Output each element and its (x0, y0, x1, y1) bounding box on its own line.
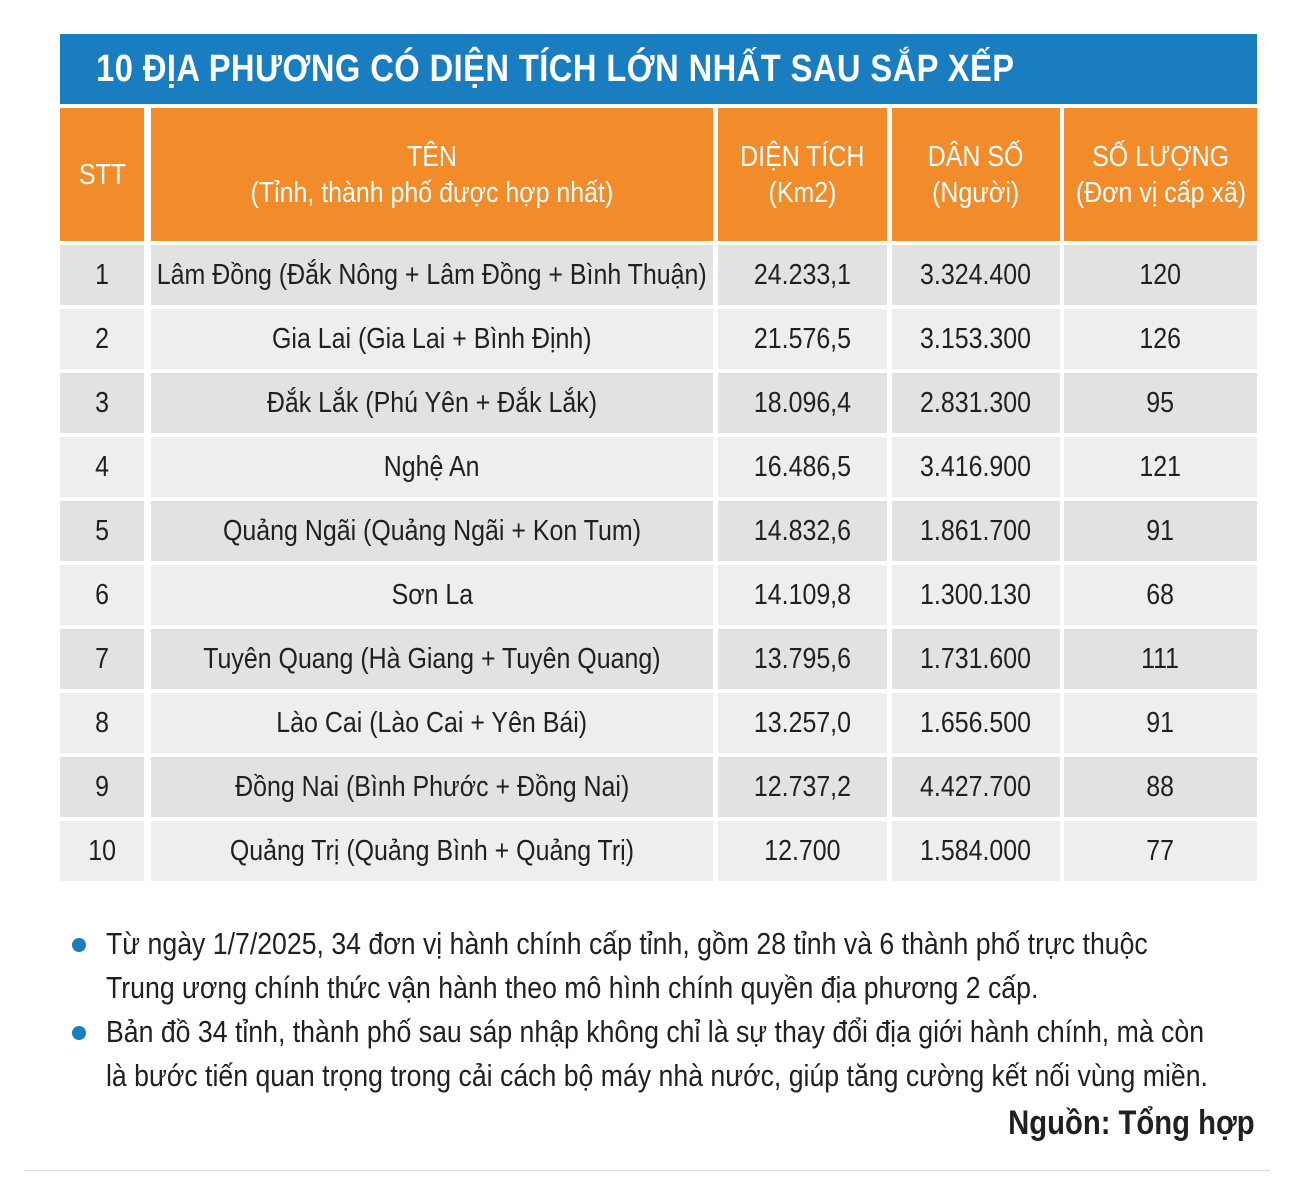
cell-name-text: Gia Lai (Gia Lai + Bình Định) (272, 322, 592, 355)
cell-count-text: 126 (1139, 322, 1182, 355)
cell-name-text: Lào Cai (Lào Cai + Yên Bái) (276, 706, 588, 739)
cell-area-text: 24.233,1 (753, 258, 852, 291)
cell-stt-text: 9 (95, 770, 109, 803)
table-row (60, 821, 1257, 881)
header-area (718, 108, 887, 241)
table-row (60, 757, 1257, 817)
cell-population-text: 3.416.900 (920, 450, 1032, 483)
header-area-title: DIỆN TÍCH (740, 140, 865, 173)
cell-population-text: 1.861.700 (920, 514, 1032, 547)
note-1-line-1: Từ ngày 1/7/2025, 34 đơn vị hành chính cấp tỉnh, gồm 28 tỉnh và 6 thành phố trực thuộc (106, 926, 1148, 961)
cell-population-text: 3.153.300 (920, 322, 1032, 355)
cell-stt (60, 629, 144, 689)
cell-population (892, 245, 1060, 305)
cell-area-text: 14.109,8 (753, 578, 852, 611)
cell-population-text: 1.584.000 (920, 834, 1032, 867)
cell-area (718, 373, 887, 433)
cell-population (892, 821, 1060, 881)
data-table (60, 104, 1257, 881)
cell-count (1064, 437, 1257, 497)
note-item (70, 922, 1270, 1010)
cell-area-text: 13.257,0 (753, 706, 852, 739)
cell-area (718, 501, 887, 561)
cell-name-text: Sơn La (391, 578, 473, 611)
cell-stt (60, 245, 144, 305)
cell-population-text: 1.656.500 (920, 706, 1032, 739)
header-count-unit: (Đơn vị cấp xã) (1075, 176, 1246, 209)
cell-area (718, 245, 887, 305)
note-2-line-1: Bản đồ 34 tỉnh, thành phố sau sáp nhập không chỉ là sự thay đổi địa giới hành chính, mà còn (106, 1014, 1205, 1049)
cell-population-text: 2.831.300 (920, 386, 1032, 419)
header-count (1064, 108, 1257, 241)
cell-name (151, 821, 713, 881)
cell-area (718, 309, 887, 369)
cell-population (892, 629, 1060, 689)
header-name (151, 108, 713, 241)
cell-stt (60, 821, 144, 881)
cell-count-text: 111 (1141, 642, 1180, 675)
cell-population (892, 373, 1060, 433)
cell-stt (60, 309, 144, 369)
cell-area-text: 21.576,5 (753, 322, 852, 355)
cell-name-text: Nghệ An (384, 450, 480, 483)
cell-stt (60, 501, 144, 561)
cell-stt (60, 693, 144, 753)
cell-name (151, 629, 713, 689)
cell-population-text: 1.300.130 (920, 578, 1032, 611)
table-body (60, 245, 1257, 881)
cell-population (892, 309, 1060, 369)
cell-name (151, 693, 713, 753)
cell-area (718, 757, 887, 817)
table-row (60, 565, 1257, 625)
cell-count-text: 91 (1146, 706, 1175, 739)
cell-stt-text: 3 (95, 386, 109, 419)
cell-area-text: 13.795,6 (753, 642, 852, 675)
cell-population-text: 1.731.600 (920, 642, 1032, 675)
cell-population (892, 693, 1060, 753)
cell-count-text: 91 (1146, 514, 1175, 547)
cell-name-text: Quảng Ngãi (Quảng Ngãi + Kon Tum) (223, 514, 641, 547)
cell-population-text: 3.324.400 (920, 258, 1032, 291)
cell-count-text: 68 (1146, 578, 1175, 611)
header-population-title: DÂN SỐ (928, 140, 1024, 173)
cell-area-text: 12.737,2 (753, 770, 852, 803)
table-row (60, 693, 1257, 753)
cell-stt-text: 5 (95, 514, 109, 547)
cell-stt (60, 437, 144, 497)
cell-population (892, 501, 1060, 561)
header-population-unit: (Người) (932, 176, 1020, 209)
cell-area-text: 16.486,5 (753, 450, 852, 483)
header-name-subtitle: (Tỉnh, thành phố được hợp nhất) (250, 176, 614, 209)
cell-name-text: Quảng Trị (Quảng Bình + Quảng Trị) (229, 834, 635, 867)
cell-area (718, 437, 887, 497)
cell-stt-text: 4 (95, 450, 109, 483)
cell-count (1064, 629, 1257, 689)
cell-name (151, 757, 713, 817)
cell-area (718, 629, 887, 689)
cell-stt-text: 7 (95, 642, 109, 675)
cell-stt-text: 2 (95, 322, 109, 355)
cell-area-text: 14.832,6 (753, 514, 852, 547)
cell-count (1064, 821, 1257, 881)
bullet-icon (72, 938, 86, 952)
cell-name-text: Tuyên Quang (Hà Giang + Tuyên Quang) (203, 642, 661, 675)
header-population (892, 108, 1060, 241)
cell-population (892, 565, 1060, 625)
cell-count-text: 88 (1146, 770, 1175, 803)
table-row (60, 437, 1257, 497)
bullet-icon (72, 1026, 86, 1040)
table-row (60, 501, 1257, 561)
table-title-bar (60, 34, 1257, 104)
cell-area (718, 565, 887, 625)
table-row (60, 373, 1257, 433)
header-area-unit: (Km2) (768, 176, 837, 209)
cell-count (1064, 501, 1257, 561)
cell-name (151, 373, 713, 433)
source-credit: Nguồn: Tổng hợp (1008, 1104, 1255, 1142)
cell-count-text: 121 (1139, 450, 1182, 483)
cell-count-text: 77 (1146, 834, 1175, 867)
cell-stt (60, 565, 144, 625)
cell-count (1064, 565, 1257, 625)
cell-area (718, 693, 887, 753)
note-2-line-2: là bước tiến quan trọng trong cải cách bộ máy nhà nước, giúp tăng cường kết nối vùng miền. (106, 1058, 1208, 1093)
cell-name (151, 565, 713, 625)
cell-name (151, 437, 713, 497)
cell-stt (60, 373, 144, 433)
table-header-row (60, 104, 1257, 241)
notes (70, 922, 1270, 1098)
cell-name-text: Lâm Đồng (Đắk Nông + Lâm Đồng + Bình Thuận) (157, 258, 707, 291)
cell-stt-text: 1 (95, 258, 109, 291)
cell-name-text: Đắk Lắk (Phú Yên + Đắk Lắk) (266, 386, 598, 419)
cell-area (718, 821, 887, 881)
note-1-line-2: Trung ương chính thức vận hành theo mô hình chính quyền địa phương 2 cấp. (106, 970, 1039, 1005)
cell-name (151, 245, 713, 305)
cell-population (892, 757, 1060, 817)
table-row (60, 309, 1257, 369)
cell-stt-text: 8 (95, 706, 109, 739)
table-title: 10 ĐỊA PHƯƠNG CÓ DIỆN TÍCH LỚN NHẤT SAU SẮP XẾP (96, 47, 1015, 90)
header-count-title: SỐ LƯỢNG (1092, 140, 1229, 173)
cell-stt-text: 6 (95, 578, 109, 611)
cell-name (151, 309, 713, 369)
cell-count-text: 95 (1146, 386, 1175, 419)
cell-area-text: 12.700 (764, 834, 841, 867)
divider (24, 1170, 1270, 1171)
cell-count (1064, 693, 1257, 753)
header-name-title: TÊN (407, 140, 457, 173)
cell-stt (60, 757, 144, 817)
cell-count (1064, 309, 1257, 369)
cell-count (1064, 373, 1257, 433)
cell-count (1064, 245, 1257, 305)
cell-population-text: 4.427.700 (920, 770, 1032, 803)
table-row (60, 629, 1257, 689)
note-item (70, 1010, 1270, 1098)
table-row (60, 245, 1257, 305)
cell-population (892, 437, 1060, 497)
cell-count-text: 120 (1139, 258, 1182, 291)
cell-name-text: Đồng Nai (Bình Phước + Đồng Nai) (234, 770, 630, 803)
cell-count (1064, 757, 1257, 817)
cell-stt-text: 10 (88, 834, 116, 867)
cell-name (151, 501, 713, 561)
header-stt: STT (60, 108, 144, 241)
cell-area-text: 18.096,4 (753, 386, 852, 419)
